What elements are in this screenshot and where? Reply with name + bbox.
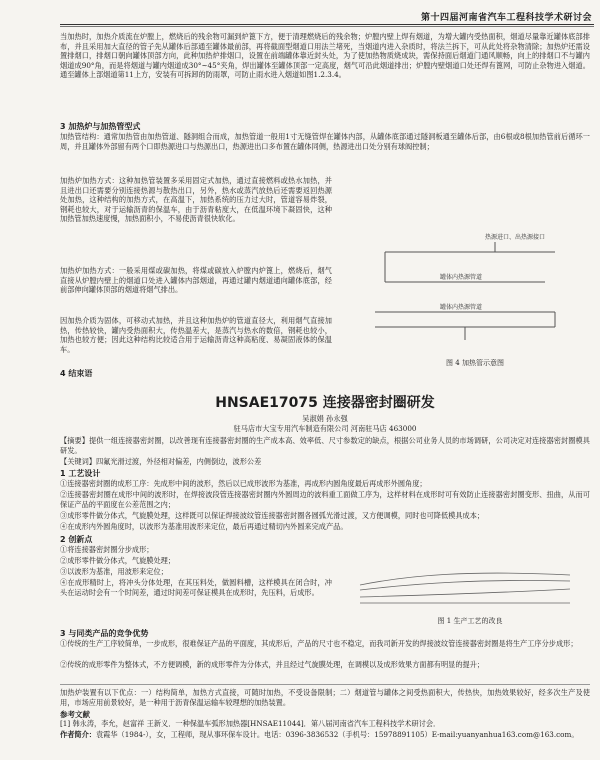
article-title: HNSAE17075 连接器密封圈研发 [215, 395, 435, 411]
intro-paragraph-1: 当加热时，加热介质流在炉膛上，燃烧后的残余物可漏到炉篦下方，便于清理燃烧后的残余物；炉膛内壁上焊有烟道，为增大罐内受热面积，烟道尽量靠近罐体底部排布，并且采用加大直径的管子先从罐体后部通至罐体最前部，再将截面型烟道口用法兰堵死，当烟道内进入杂质时，将法兰拆下，可从此处将杂物清除；加热炉还需设置排烟口，排烟口朝向罐体顶部方向，此种加热炉排烟口，设置在前端罐体靠近封头处，为了使加热物质烧成块，需保持面后烟道门通风顺畅，向上的排烟口不与罐内烟道成90°角，而是将烟道与罐内烟道成30°~45°夹角，焊出罐体至罐体顶部一定高度，烟气可沿此烟道排出；炉膛内壁烟道口处还焊有篦网，可防止杂物进入烟道。通至罐体上部烟道第11上方，安装有可拆卸的防雨罩，可防止雨水进入烟道如图1.2.3.4。 [60, 32, 590, 80]
fig4-label-pipe-2: 罐体内热源管道 [440, 304, 483, 311]
process-step-2: ②连接器密封圈在成形中间的波形时，在焊接波段管连接器密封圈内外圆周边的波料重工面做工序为，这样材料在成形时可有效防止连接器密封圈变形、扭曲，从而可保证产品的平面度在公差范围之内； [60, 490, 590, 509]
production-process-figure [350, 545, 580, 615]
heating-pipe-paragraph: 加热管结构：通常加热管由加热管道、隧洞组合而成，加热管道一般用1寸无缝管焊在罐体内部，从罐体底部通过隧洞板通至罐体后部，由6根或8根加热管前后循环一周，并且罐体外部留有两个口即热源进口与热源出口，热源进出口多布置在罐体同侧，热源进出口处分别有球阀控制； [60, 132, 590, 151]
heating-pipe-diagram [345, 222, 585, 362]
author-bio-label: 作者简介： [60, 730, 96, 739]
fig4-label-pipe-1: 罐体内热源管道 [440, 274, 483, 281]
section-3-heading: 3 加热炉与加热管型式 [60, 122, 141, 131]
header-rule [60, 24, 594, 25]
advantage-1: ①传统的生产工序较简单，一步成形，很难保证产品的平面度，其成形后，产品的尺寸也不稳定，而我司新开发的焊接波纹管连接器密封圈是将生产工序分步成形； [60, 639, 578, 648]
innovation-1: ①将连接器密封圈分步成形； [60, 545, 154, 554]
innovation-2: ②成形零件做分体式，气旋膜处理； [60, 556, 176, 565]
innovation-3: ③以波形为基准，用波形来定位； [60, 567, 168, 576]
author-bio-text: 袁霞华（1984-），女，工程师，现从事环保车设计。电话：0396-3836532（手机号：15978891105）E-mail:yuanyanhua163.com@163.com。 [95, 730, 579, 739]
conclusion-heading: 4 结束语 [60, 369, 93, 378]
header-rule-thin [60, 26, 594, 27]
conclusion-paragraph: 加热炉装置有以下优点：一）结构简单，加热方式直接，可随时加热，不受设备限制；二）烟道管与罐体之间受热面积大，传热快，加热效果较好，经多次生产及使用，市场应用前景较好，是一种用于沥青保温运输车较理想的加热装置。 [60, 688, 590, 707]
fig4-label-inlet: 热源进口、出热源接口 [485, 234, 546, 241]
section-1-heading: 1 工艺设计 [60, 469, 101, 478]
heating-pipe-method-paragraph: 加热炉加热方式：这种加热管装置多采用固定式加热，通过直接燃料或热水加热，并且进出口还需要分别连接热源与散热出口，另外，热水或蒸汽放热后还需要返回热源处加热，这种结构的加热方式，在高温下，加热系统的压力过大时，管道容易炸裂，钢耗也较大，对于运输沥青的保温车，由于沥青粘度大，在低温环境下凝固快，这种加热管加热速度慢，加热面积小，不易使沥青很快软化。 [60, 176, 332, 224]
profile-curve-2 [360, 580, 570, 590]
article-authors: 吴淑娟 孙永强 [302, 414, 348, 423]
profile-curve-1 [360, 573, 570, 585]
heating-medium-paragraph: 因加热介质为固体，可移动式加热，并且这种加热炉的管道直径大，利用烟气直接加热，传热较快，罐内受热面积大，传热温差大，是蒸汽与热水的数倍，钢耗也较小，加热也较方便；因此这种结构比较适合用于运输沥青这种高粘度、易凝固液体的保温车。 [60, 316, 332, 354]
author-bio [60, 730, 590, 750]
reference-1: [1] 韩永涛，李允，赵富祥 王新义．一种保温车弧形加热器[HNSAE11044]．第八届河南省汽车工程科技学术研讨会． [60, 719, 441, 728]
advantage-2: ②传统的成形零件为整体式，不方便调模，新的成形零件为分体式，并且经过气旋膜处理，在调模以及成形效果方面都有明显的提升； [60, 660, 485, 669]
figure-4-caption: 图 4 加热管示意图 [446, 359, 504, 367]
section-3-advantages-heading: 3 与同类产品的竞争优势 [60, 629, 149, 638]
article-keywords: 【关键词】四氟光滑过渡，外径相对偏差，内侧倒边，波形公差 [60, 457, 262, 466]
article-abstract: 【摘要】提供一组连接器密封圈，以改善现有连接器密封圈的生产成本高、效率低、尺寸参数定的缺点，根据公司业务人员的市场调研，公司决定对连接器密封圈模具研发。 [60, 436, 590, 455]
running-header: 第十四届河南省汽车工程科技学术研讨会 [420, 13, 592, 23]
process-step-1: ①连接器密封圈的成形工序：先成形中间的波形，然后以已成形波形为基准，再成形内圆角度最后再成形外圆角度； [60, 479, 427, 488]
heating-furnace-method-paragraph: 加热炉加热方式：一般采用煤或碳加热，将煤或碳放入炉膛内炉篦上，燃烧后，烟气直接从炉膛内壁上的烟道口处进入罐体内部烟道，再通过罐内烟道通向罐体底部，经前部伸向罐体顶部的烟道将烟气排出。 [60, 266, 332, 295]
article-affiliation: 驻马店市大宝专用汽车制造有限公司 河南驻马店 463000 [233, 424, 417, 433]
footer-rule [60, 684, 590, 685]
innovation-4: ④在成形精时上，将冲头分体处理，在其压料处，做圆料槽，这样模具在闭合时，冲头在运动时会有一个时间差，通过时间差可保证模具在成形时，先压料，后成形。 [60, 578, 332, 597]
profile-curve-3 [360, 589, 570, 597]
process-step-4: ④在成形内外圆角度时，以波形为基准用波形来定位，最后再通过精切内外圆来完成产品。 [60, 522, 348, 531]
section-2-heading: 2 创新点 [60, 535, 93, 544]
figure-1-caption: 图 1 生产工艺的改良 [437, 617, 503, 625]
process-step-3: ③成形零件做分体式，气旋膜处理，这样既可以保证焊接波纹管连接器密封圈各圆弧光滑过渡，又方便调模，同时也可降低模具成本； [60, 511, 485, 520]
references-heading: 参考文献 [60, 710, 90, 719]
